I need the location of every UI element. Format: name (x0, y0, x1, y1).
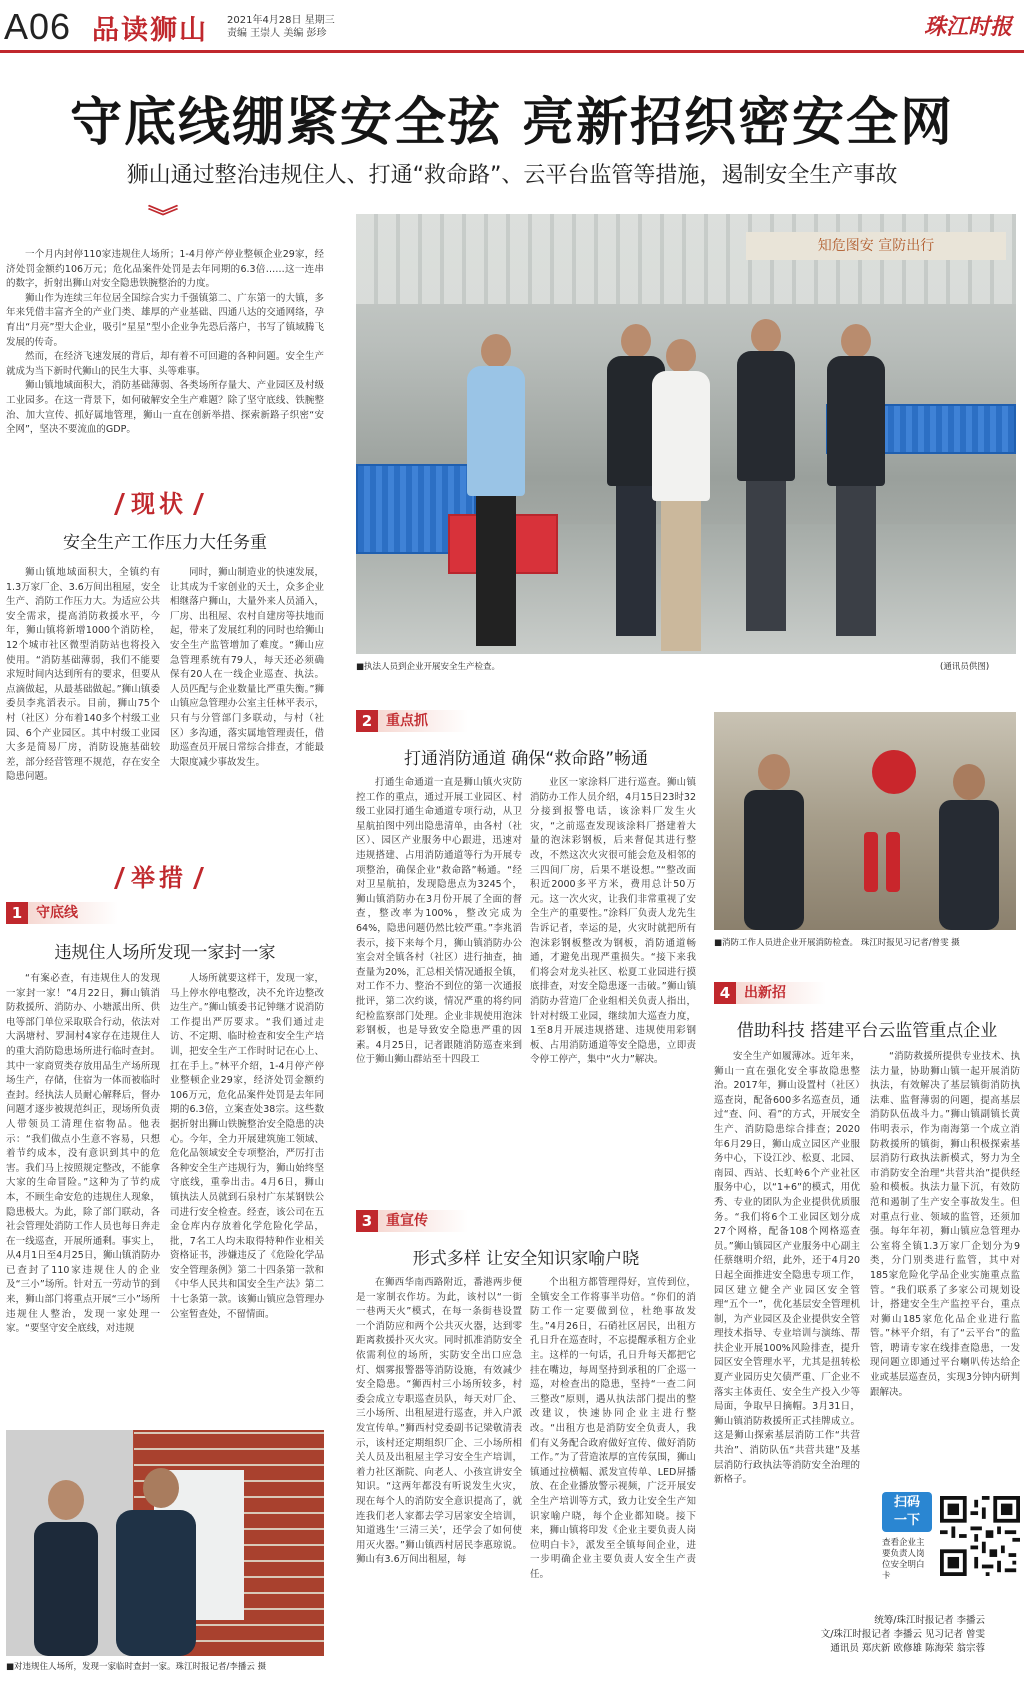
byline-credits (765, 1614, 1024, 1656)
status-column-2: 同时，狮山制造业的快速发展，让其成为千家创业的天土，众多企业相继落户狮山，大量外来人员涌入，厂房、出租屋、农村自建房等扶地而起，带来了发展红利的同时也给狮山安全生产监管增加了难度。“狮山应急管理系统有79人，每天还必须确保有20人在一线企业巡查、执法。人员匹配与企业数量比严重失衡。”狮山镇应急管理办公室主任林平表示，只有与分管部门多联动，与村（社区）多沟通，落实属地管理责任，借助巡查员开展日常综合排查，才能最大限度减少事故发生。 (170, 567, 324, 768)
item4-column-1: 安全生产如履薄冰。近年来，狮山一直在强化安全事故隐患整治。2017年，狮山设置村（社区）巡查岗，配备600多名巡查员，通过“查、问、看”的方式，开展安全生产、消防隐患综合排查；2020年6月29日，狮山成立园区产业服务中心，下设江沙、松夏、北园、南园、西站、长虹岭6个产业社区服务中心，以“1+6”的模式，用优秀、专业的团队为企业提供优质服务。“我们将6个工业园区划分成27个网格，配备108个网格巡查员。”狮山镇园区产业服务中心副主任蔡继明介绍，此外，还于4月20日起全面推进安全隐患专项工作，园区建立健全产业园区安全管理“五个一”，优化基层安全管理机制，为产业园区及企业提供安全管理技术指导、专业培训与演练、帮扶企业开展100%风险排查，提升园区安全管理水平，尤其是扭转松夏产业园历史欠债严重、厂企业不落实主体责任、安全生产投入少等局面，争取早日摘帽。3月31日，狮山镇消防救援所正式挂牌成立。这是狮山探索基层消防工作“共营共治”、消防队伍“共营共建”及基层消防行政执法等消防安全治理的新格子。 (714, 1051, 860, 1486)
section-subtitle-status: 安全生产工作压力大任务重 (63, 533, 267, 553)
item-title-3: 形式多样 让安全知识家喻户晓 (412, 1249, 640, 1269)
photo1-caption: ■执法人员到企业开展安全生产检查。 (356, 662, 501, 672)
inspector-figure (726, 319, 806, 631)
issue-date: 2021年4月28日 星期三 (227, 15, 335, 26)
section-title: 品读狮山 (92, 15, 208, 46)
lead-paragraph: 一个月内封停110家违规住人场所；1-4月停产停业整顿企业29家，经济处罚金额约106万元；危化品案件处罚是去年同期的6.3倍……这一连串的数字，折射出狮山对安全隐患铁腕整治的力度。 (6, 249, 324, 290)
dateline (227, 14, 335, 40)
newspaper-logo: 珠江时报 (923, 14, 1012, 40)
item2-column-1: 打通生命通道一直是狮山镇火灾防控工作的重点，通过开展工业园区、村级工业园打通生命通道专项行动，从卫星航拍图中列出隐患清单，由各村（社区）、园区产业服务中心跟进，迅速对违规搭建、占用消防通道等行为开展专项整治，确保企业“救命路”畅通。“经对卫星航拍，发现隐患点为3245个，狮山镇消防办在3月份开展了全面的督查，整改率为100%，整改完成为64%，隐患问题仍然比较严重。”李兆滔表示，接下来每个月，狮山镇消防办公室会对全镇各村（社区）进行抽查，抽查量为20%，汇总相关情况通报全镇，对工作不力、整治不到位的第一次通报批评，第二次约谈，情况严重的将约同纪检监察部门处理。企业非规使用泡沫彩钢板，也是导致安全隐患严重的因素。4月25日，记者跟随消防巡查来到位于狮山狮山群站至十四段工 (356, 777, 522, 1066)
photo3-caption: ■对违规住人场所，发现一家临时查封一家。珠江时报记者/李播云 摄 (6, 1662, 267, 1672)
item-tag-label: 出新招 (736, 982, 826, 1004)
item-title-1: 违规住人场所发现一家封一家 (54, 943, 276, 963)
page-number: A06 (4, 6, 72, 47)
item4-column-2: “消防救援所提供专业技术、执法力量，协助狮山镇一起开展消防执法，有效解决了基层镇街消防执法难、监督薄弱的问题，提高基层消防队伍战斗力。”狮山镇副镇长黄伟明表示，作为南海第一个成立消防救援所的镇街，狮山积极探索基层消防行政执法新模式，努力为全市消防安全治理“共营共治”提供经验和模板。执法力量下沉，有效防范和遏制了生产安全事故发生。但对重点行业、领域的监管，还须加强。每年年初，狮山镇应急管理办公室将全镇1.3万家厂企划分为9类，分门别类进行监管，其中对185家危险化学品企业实施重点监管。“我们联系了多家公司规划设计，搭建安全生产监控平台，重点对狮山185家危化品企业进行监管。”林平介绍，有了“云平台”的监管，聘请专家在线排查隐患，一发现问题立即通过平台喇叭传达给企业或基层巡查员，实现3分钟内研判跟解决。 (870, 1051, 1020, 1398)
item-tag-label: 守底线 (28, 902, 118, 924)
section-ribbon-measures: 举措 (108, 858, 210, 893)
editor-line: 责编 王崇人 美编 彭珍 (227, 28, 327, 39)
status-column-1: 狮山镇地域面积大，全镇约有1.3万家厂企、3.6万间出租屋，安全生产、消防工作压力大。为适应公共安全需求，提高消防救援水平，今年，狮山镇将新增1000个消防栓，12个城市社区微型消防站也将投入使用。“消防基础薄弱，我们不能要求短时间内达到所有的要求，但要从点滴做起，从最基础做起。”狮山镇委委员李兆滔表示。目前，狮山75个村（社区）分布着140多个村级工业园、6个产业园区。其中村级工业园大多是简易厂房，消防设施基础较差，部分经营管理不规范，存在安全隐患问题。 (6, 567, 160, 783)
masthead-rule (0, 50, 1024, 53)
photo-fire-check (714, 712, 1016, 930)
officers-figure (6, 1430, 324, 1656)
item1-column-1: “有案必查，有违规住人的发现一家封一家！”4月22日，狮山镇消防救援所、消防办、小塘派出所、供电等部门单位采取联合行动，依法对大涡塘村、罗洞村4家存在违规住人的重大消防隐患场所进行临时查封。其中一家商贸类存放用品生产场所现场生产，存储，住宿为一体而被临时查封。经执法人员耐心解释后，督办问题才逐步被规范纠正，现场所负责人带领员工清理住宿物品。他表示：“我们做点小生意不容易，只想着节约成本，没有意识到其中的危害。我们马上按照规定整改，不能拿大家的生命冒险。”这种为了节约成本，不顾生命安危的违规住人现象，隐患极大。为此，除了部门联动，各社会管理处消防工作人员也每日奔走在一线巡查，开展所通剩。事实上，从4月1日至4月25日，狮山镇消防办已查封了110家违规住人的企业及“三小”场所。针对五一劳动节的到来，狮山部门将重点开展“三小”场所违规住人整治，发现一家处理一家。“要坚守安全底线，对违规 (6, 973, 160, 1335)
credit-line: 通讯员 郑庆新 欧修雄 陈海荣 翁宗蓉 (830, 1643, 985, 1654)
credit-line: 统筹/珠江时报记者 李播云 (874, 1615, 985, 1626)
qr-note: 查看企业主要负责人岗位安全明白卡 (882, 1538, 925, 1581)
factory-banner: 知危图安 宣防出行 (746, 232, 1006, 260)
photo1-credit: (通讯员供图) (940, 662, 990, 672)
item3-column-2: 个出租方都管理得好，宣传到位，全镇安全工作将事半功倍。“你们的消防工作一定要做到位，杜绝事故发生。”4月26日，石硝社区居民，出租方孔日升在巡查时，不忘提醒承租方企业主。这样的一句话，孔日升每天都把它挂在嘴边，每周坚持到承租的厂企巡一巡，对检查出的隐患，坚持“一查二问三整改”原则，遇从执法部门提出的整改建议，快速协同企业主进行整改。“出租方也是消防安全负责人，我们有义务配合政府做好宣传、做好消防工作。”为了营造浓厚的宣传氛围，狮山镇通过拉横幅、派发宣传单、LED屏播放、在企业播放警示视频，广泛开展安全生产培训等方式，致力让安全生产知识家喻户晓，每个企业都知晓。接下来，狮山镇将印发《企业主要负责人岗位明白卡》，派发至全镇每间企业，进一步明确企业主要负责人安全生产责任。 (530, 1277, 696, 1580)
headline: 守底线绷紧安全弦 亮新招织密安全网 (69, 93, 955, 153)
fire-check-scene (714, 712, 1016, 930)
lead-text (6, 248, 324, 466)
item-number: 4 (714, 982, 736, 1004)
subheadline: 狮山通过整治违规住人、打通“救命路”、云平台监管等措施，遏制安全生产事故 (126, 163, 898, 188)
lead-paragraph: 狮山镇地域面积大，消防基础薄弱、各类场所存量大、产业园区及村级工业园多。在这一背景下，如何破解安全生产难题？除了坚守底线、铁腕整治、加大宣传、抓好属地管理，狮山一直在创新举措、探索新路子织密“安全网”，坚决不要流血的GDP。 (6, 380, 324, 436)
item3-column-1: 在狮西华南西路附近，番港两步便是一家制衣作坊。为此，该村以“一街一巷两天火”模式，在每一条街巷设置一个消防应和两个公共灭火器，达到零距离救援扑灭火灾。同时抓准消防安全依需利位的场所，实防安全出口应急灯、烟雾报警器等消防设施，有效减少安全隐患。“狮西村三小场所较多，村委会成立专职巡查员队，每天对厂企、三小场所、出租屋进行巡查，并入户派发宣传单。”狮西村党委副书记梁敬清表示，该村还定期组织厂企、三小场所相关人员及出租屋主学习安全生产培训，着力社区渐院、向老人、小孩宣讲安全知识。“这两年都没有听说发生火灾，现在每个人的消防安全意识提高了，就连我们老人家都去学习居家安全培训，知道逃生‘三清三关’，还学会了如何使用灭火器。”狮山镇西村居民李惠琼说。狮山有3.6万间出租屋，每 (356, 1277, 522, 1566)
item2-column-2: 业区一家涂料厂进行巡查。狮山镇消防办工作人员介绍，4月15日23时32分接到报警电话，该涂料厂发生火灾，“之前巡查发现该涂料厂搭建着大量的泡沫彩钢板，后来督促其进行整改，不然这次火灾很可能会危及相邻的三四间厂房，后果不堪设想。”“整改面积近2000多平方米，费用总计50万元。这一次火灾，让我们非常重视了安全生产的重要性。”涂料厂负责人龙先生告诉记者，幸运的是，火灾时就把所有泡沫彩钢板整改为钢板，消防通道畅通，才避免出现严重损失。“接下来我们将会对龙头社区、松夏工业园进行摸底排查，对安全隐患逐一击破。”狮山镇消防办营造厂企业组相关负责人指出，针对村级工业园，继续加大巡查力度，1至8月开展违规搭建、违规使用彩钢板、占用消防通道等安全隐患，立即责令停工停产，集中“火力”解决。 (530, 777, 696, 1066)
item-tag-2 (356, 710, 468, 732)
photo-inspection (356, 214, 1016, 654)
credit-line: 文/珠江时报记者 李播云 见习记者 曾雯 (820, 1629, 985, 1640)
inspector-figure (456, 334, 536, 646)
qr-label-line-2: 一下 (893, 1513, 920, 1528)
lead-paragraph: 然而，在经济飞速发展的背后，却有着不可回避的各种问题。安全生产就成为当下新时代狮山的民生大事、头等难事。 (6, 351, 324, 377)
item-tag-label: 重点抓 (378, 710, 468, 732)
item-tag-label: 重宣传 (378, 1210, 468, 1232)
qr-label-line-1: 扫码 (893, 1495, 920, 1510)
photo-sealing (6, 1430, 324, 1656)
item-tag-4 (714, 982, 826, 1004)
item-title-4: 借助科技 搭建平台云监管重点企业 (736, 1021, 998, 1041)
inspector-figure (816, 324, 896, 636)
qr-label (882, 1492, 932, 1532)
item1-column-2: 人场所就要这样干，发现一家，马上停水停电整改，决不允许边整改边生产。”狮山镇委书记钟继才说消防工作提出严厉要求。“我们通过走访、不定期、临时检查和安全生产培训，把安全生产工作时时记在心上、扛在手上。”林平介绍，1-4月停产停业整顿企业29家，经济处罚金额约106万元，危化品案件处罚是去年同期的6.3倍，立案查处38宗。这些数据折射出狮山铁腕整治安全隐患的决心。今年，全力开展建筑施工领域、危化品领域安全专项整治，严厉打击各种安全生产违规行为，狮山始终坚守底线，重拳出击。4月6日，狮山镇执法人员就到石泉村广东某钢铁公司进行安全检查。经查，该公司在五金仓库内存放着化学危险化学品，批，7名工人均未取得特种作业相关资格证书，涉嫌违反了《危险化学品安全管理条例》第二十四条第一款和《中华人民共和国安全生产法》第二十七条第一款。该狮山镇应急管理办公室暂查处，不留情面。 (170, 973, 324, 1320)
section-ribbon-status: 现状 (108, 484, 210, 519)
item-number: 3 (356, 1210, 378, 1232)
chevron-down-icon: ︾ (147, 205, 179, 230)
item-title-2: 打通消防通道 确保“救命路”畅通 (403, 749, 649, 769)
inspector-figure (646, 339, 716, 651)
item-number: 2 (356, 710, 378, 732)
lead-paragraph: 狮山作为连续三年位居全国综合实力千强镇第二、广东第一的大镇，多年来凭借丰富齐全的产业门类、雄厚的产业基础、四通八达的交通网络，孕育出“月亮”型大企业，吸引“星星”型小企业争先恐后落户，书写了镇域腾飞发展的传奇。 (6, 292, 324, 348)
item-tag-3 (356, 1210, 468, 1232)
item-number: 1 (6, 902, 28, 924)
photo2-caption: ■消防工作人员进企业开展消防检查。 珠江时报见习记者/曾雯 摄 (714, 938, 960, 948)
qr-code-icon[interactable] (940, 1496, 1020, 1576)
item-tag-1 (6, 902, 118, 924)
